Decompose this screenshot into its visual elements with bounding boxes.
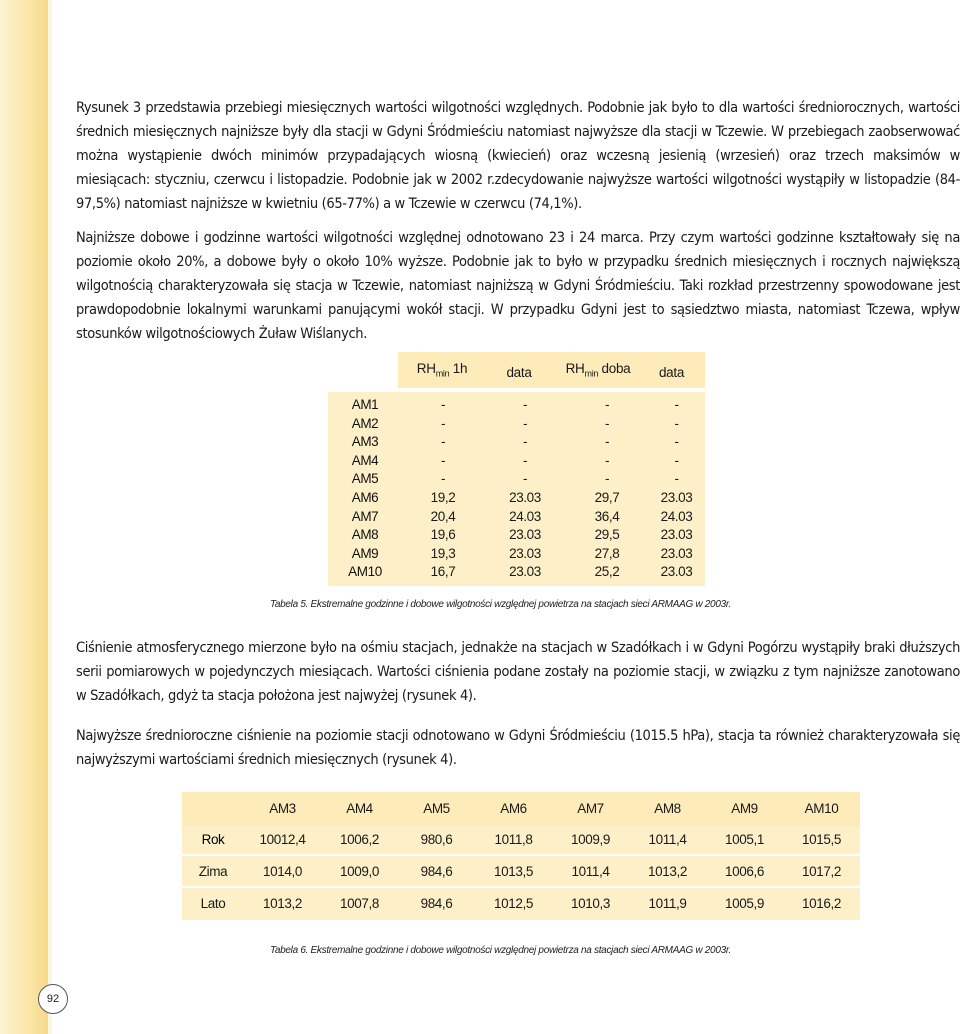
table6-cell: 1010,3	[571, 896, 610, 911]
page-number: 92	[38, 984, 68, 1014]
table6-header-cell: AM8	[654, 801, 681, 816]
table6-cell: 1016,2	[802, 896, 841, 911]
table-row	[328, 433, 705, 452]
table5-cell: -	[522, 452, 528, 468]
table6-header-cell: AM4	[346, 801, 373, 816]
table-row	[328, 526, 705, 545]
paragraph-pressure-stations	[76, 636, 960, 708]
table5-station-label: AM8	[351, 527, 379, 543]
table5-cell: 23.03	[660, 490, 693, 505]
table5-header-rh1h: $RH_{min}$ 1h	[416, 361, 468, 379]
table5-cell: -	[522, 397, 528, 412]
table5-cell: 23.03	[660, 527, 693, 543]
table5-cell: -	[522, 415, 528, 431]
paragraph-pressure-max	[76, 724, 960, 772]
table5-station-label: AM10	[348, 564, 382, 580]
table5-cell: 24.03	[509, 508, 541, 524]
table-row	[328, 508, 705, 527]
table5-cell: 36,4	[594, 508, 620, 524]
table5-cell: 16,7	[430, 564, 456, 580]
paragraph-text: Ciśnienie atmosferycznego mierzone było na ośmiu stacjach, jednakże na stacjach w Szadółkach i w Gdyni Pogórzu wystąpiły braki dłuższych serii pomiarowych w pojedynczych miesiącach. Wartości ciśnienia podane zostały na poziomie stacji, w związku z tym najniższe zanotowano w Szadółkach, gdyż ta stacja położona jest najwyżej (rysunek 4).	[76, 640, 960, 704]
paragraph-text: Najwyższe średnioroczne ciśnienie na poziomie stacji odnotowano w Gdyni Śródmieściu (1015.5 hPa), stacja ta również charakteryzowała się najwyższymi wartościami średnich miesięcznych (rysunek 4).	[76, 728, 960, 768]
table6-cell: 984,6	[420, 864, 453, 879]
table5-cell: -	[440, 415, 446, 431]
table5-cell: -	[604, 397, 610, 412]
table5-cell: -	[674, 415, 679, 431]
table6-cell: 10012,4	[259, 832, 306, 847]
table6-cell: 1013,5	[494, 864, 533, 879]
table5-cell: 23.03	[509, 545, 541, 561]
table6-cell: 1005,1	[725, 832, 764, 847]
table6-cell: 1011,8	[494, 832, 533, 847]
table6-header-cell: AM3	[269, 801, 296, 816]
table6-row-label: Rok	[201, 832, 225, 847]
table5-cell: 23.03	[509, 564, 541, 580]
table5-cell: -	[440, 434, 446, 450]
paragraph-text: Najniższe dobowe i godzinne wartości wilgotności względnej odnotowano 23 i 24 marca. Przy czym wartości godzinne kształtowały się na poziomie około 20%, a dobowe były o około 10% wyższe. Podobnie jak to było w przypadku średnich miesięcznych i rocznych największą wilgotnością charakteryzowała się stacja w Tczewie, natomiast najniższą w Gdyni Śródmieściu. Taki rozkład przestrzenny spowodowane jest prawdopodobnie lokalnymi warunkami panującymi wokół stacji. W przypadku Gdyni jest to sąsiedztwo miasta, natomiast Tczewa, wpływ stosunków wilgotnościowych Żuław Wiślanych.	[76, 230, 960, 342]
table-row	[328, 452, 705, 471]
table6-header-cell: AM7	[577, 801, 604, 816]
table6-cell: 980,6	[420, 832, 453, 847]
table-row	[328, 489, 705, 508]
table6-cell: 1006,6	[725, 864, 764, 879]
page-side-stripe-edge	[48, 0, 52, 1034]
table5-cell: 19,3	[430, 545, 456, 561]
table5-cell: 24.03	[660, 508, 693, 524]
table6-row-label: Zima	[198, 864, 228, 879]
table5-cell: 23.03	[660, 564, 693, 580]
table6-row-label: Lato	[200, 896, 226, 911]
table5-cell: 19,2	[430, 490, 456, 505]
table5-station-label: AM9	[351, 545, 379, 561]
table6-caption: Tabela 6. Ekstremalne godzinne i dobowe wilgotności względnej powietrza na stacjach sieci ARMAAG w 2003r.	[270, 945, 731, 956]
table6-cell: 1007,8	[340, 896, 379, 911]
table5-station-label: AM6	[351, 490, 379, 505]
table5-cell: -	[674, 397, 679, 412]
page-side-stripe	[0, 0, 48, 1034]
table5-station-label: AM1	[351, 397, 379, 412]
table6-header-cell: AM5	[423, 801, 450, 816]
table-row	[328, 563, 705, 582]
table6-cell: 1011,9	[648, 896, 687, 911]
table5-cell: 29,7	[594, 490, 620, 505]
table6-header-cell: AM6	[500, 801, 527, 816]
table6-header-cell: AM9	[731, 801, 758, 816]
table5-station-label: AM3	[351, 434, 379, 450]
table6-cell: 1014,0	[263, 864, 302, 879]
table5-cell: -	[440, 452, 446, 468]
table6-cell: 984,6	[420, 896, 453, 911]
table6-cell: 1009,9	[571, 832, 610, 847]
table6-cell: 1013,2	[263, 896, 302, 911]
table-row	[328, 415, 705, 434]
table6-divider	[182, 854, 860, 856]
table5-header-row	[398, 361, 705, 381]
paragraph-humidity-monthly	[76, 96, 960, 216]
table5-cell: -	[674, 434, 679, 450]
table5-header-date2: data	[658, 365, 685, 380]
table5-cell: 27,8	[594, 545, 620, 561]
table6-cell: 1015,5	[802, 832, 841, 847]
table5-cell: 25,2	[594, 564, 620, 580]
table5-station-label: AM5	[351, 471, 379, 487]
paragraph-humidity-extremes	[76, 226, 960, 346]
paragraph-text: Rysunek 3 przedstawia przebiegi miesięcznych wartości wilgotności względnych. Podobnie jak było to dla wartości średniorocznych, wartości średnich miesięcznych najniższe były dla stacji w Gdyni Śródmieściu natomiast najwyższe dla stacji w Tczewie. W przebiegach zaobserwować można wystąpienie dwóch minimów przypadających wiosną (kwiecień) oraz wczesną jesienią (wrzesień) oraz trzech maksimów w miesiącach: styczniu, czerwcu i listopadzie. Podobnie jak w 2002 r.zdecydowanie najwyższe wartości wilgotności wystąpiły w listopadzie (84-97,5%) natomiast najniższe w kwietniu (65-77%) a w Tczewie w czerwcu (74,1%).	[76, 100, 960, 212]
table-row	[328, 396, 705, 415]
table5-cell: -	[604, 471, 610, 487]
table5-cell: 20,4	[430, 508, 456, 524]
table6-cell: 1011,4	[648, 832, 687, 847]
table5-cell: 29,5	[594, 527, 620, 543]
table5-cell: -	[674, 471, 679, 487]
table5-cell: 23.03	[509, 527, 541, 543]
table5-station-label: AM4	[351, 452, 379, 468]
table6-cell: 1013,2	[648, 864, 687, 879]
table-row	[328, 545, 705, 564]
table5-cell: -	[604, 434, 610, 450]
table5-caption: Tabela 5. Ekstremalne godzinne i dobowe wilgotności względnej powietrza na stacjach sieci ARMAAG w 2003r.	[270, 599, 731, 610]
table5-station-label: AM2	[351, 415, 379, 431]
table5-cell: -	[604, 415, 610, 431]
table5-header-date1: data	[506, 365, 532, 380]
table6-cell: 1006,2	[340, 832, 379, 847]
table5-cell: 23.03	[509, 490, 541, 505]
table6-cell: 1012,5	[494, 896, 533, 911]
table5-station-label: AM7	[351, 508, 379, 524]
table5-cell: -	[522, 434, 528, 450]
table-row	[328, 470, 705, 489]
table6-cell: 1017,2	[802, 864, 841, 879]
table5-cell: -	[674, 452, 679, 468]
table6-divider	[182, 886, 860, 888]
table6-cell: 1005,9	[725, 896, 764, 911]
table6-header-cell: AM10	[804, 801, 839, 816]
table5-cell: -	[522, 471, 528, 487]
table5-header-rhdoba: $RH_{min}$ doba	[565, 361, 631, 379]
table5-cell: -	[440, 471, 446, 487]
table5-cell: 23.03	[660, 545, 693, 561]
table5-cell: -	[440, 397, 446, 412]
table5-cell: 19,6	[430, 527, 456, 543]
table6-cell: 1009,0	[340, 864, 379, 879]
table6-cell: 1011,4	[571, 864, 610, 879]
table5-cell: -	[604, 452, 610, 468]
